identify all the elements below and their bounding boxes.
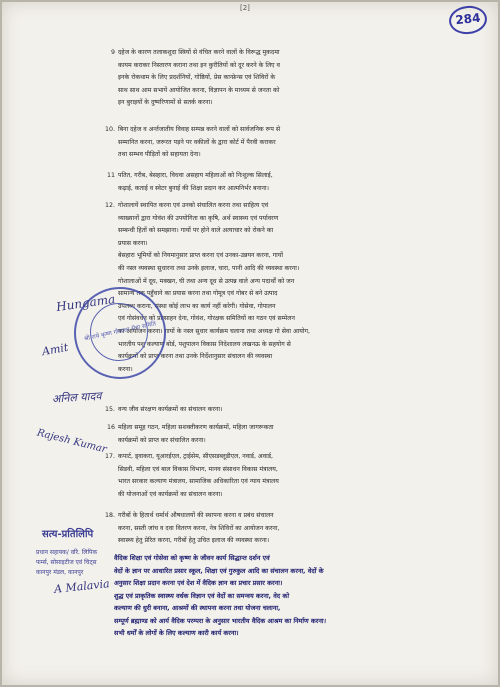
signature: A Malavia bbox=[53, 577, 111, 596]
footer-line: सम्पूर्ण ब्रह्माण्ड को आर्य वैदिक परम्परा के अनुसार भारतीय वैदिक आश्रम का निर्माण करना। bbox=[113, 616, 327, 625]
signature: Hungama bbox=[55, 291, 116, 315]
footer-line: अनुसार शिक्षा प्रदान करना एवं देश में वैदिक ज्ञान का प्रचार प्रसार करना। bbox=[113, 579, 283, 587]
item-line: पतित, गरीब, बेसहारा, विधवा असहाय महिलाओं को निःशुल्क सिलाई, bbox=[118, 172, 273, 179]
seal-text: श्री राधे कृष्ण गौशाला सेवा समिति bbox=[83, 320, 157, 343]
item-number: 17. bbox=[104, 453, 115, 460]
list-item bbox=[104, 124, 470, 162]
item-line: उपलब्ध कराना, संस्था कोई लाभ का कार्य नहीं करेगी। गोसेवा, गोपालन bbox=[118, 302, 276, 310]
item-line: दहेज के कारण तलाकशुदा स्त्रियों से वंचित करने वालों के विरूद्ध मुकदमा bbox=[118, 49, 280, 56]
item-line: की नस्ल व्यवस्था सुधारना तथा उनके इलाज, चारा, पानी आदि की व्यवस्था करना। bbox=[118, 264, 300, 272]
item-line: कार्यक्रमों को प्राप्त करना तथा उनके निर्देशानुसार संचालन की व्यवस्था bbox=[118, 353, 273, 361]
list-item bbox=[110, 47, 470, 110]
list-item bbox=[104, 510, 470, 548]
attestation-stamp-line: प्रधान सहायक/ वरि. लिपिक bbox=[36, 549, 98, 556]
item-line: गरीबों के हितार्थ धर्मार्थ औषधालयों की स्थापना करना व प्रबंध संचालन bbox=[118, 512, 274, 519]
item-line: कायम कराकर निस्तारण कराना तथा इन कुरीतियों को दूर करने के लिए व bbox=[118, 61, 280, 69]
item-line: भारतीय पशु कल्याण बोर्ड, पशुपालन विकास निदेशालय लखनऊ के सहयोग से bbox=[118, 340, 291, 348]
footer-line: वेदों के ज्ञान पर आधारित प्रसार स्कूल, शिक्षा एवं गुरुकुल आदि का संचालन करना, वेदों के bbox=[113, 566, 324, 575]
item-line: तथा सम्भव पीड़ितों को सहायता देना। bbox=[118, 151, 201, 159]
footer-text bbox=[114, 552, 484, 640]
item-line: इनके रोकथाम के लिए प्रदर्शनियों, गोष्ठियों, प्रेस कान्फ्रेन्स एवं शिविरों के bbox=[118, 74, 276, 82]
item-line: इन बुराइयों के दुष्परिणामों से सतर्क करना। bbox=[118, 99, 213, 107]
item-line: सम्बन्धी हितों को समझाना। गायों पर होने वाले अत्याचार को रोकने का bbox=[118, 227, 274, 235]
item-line: सिडवी, महिला एवं बाल विकास विभाग, मानव संसाधन विकास मंत्रालय, bbox=[118, 465, 278, 473]
item-line: साथ साथ आम सभायें आयोजित करना, विज्ञापन के माध्यम से जनता को bbox=[118, 86, 280, 94]
signature: Amit bbox=[41, 340, 70, 359]
list-item bbox=[104, 451, 470, 501]
item-number: 12. bbox=[104, 202, 115, 209]
item-number: 18. bbox=[104, 512, 115, 519]
item-line: एवं गोसंवर्धन को प्रोत्साहन देना, गोवंश, गोरक्षक समितियों का गठन एवं सम्मेलन bbox=[118, 315, 295, 323]
item-line: कार्यक्रमों को प्राप्त कर संचालित करना। bbox=[118, 436, 206, 444]
item-line: व्याख्यानों द्वारा गोवंश की उपयोगिता का कृषि, अर्थ स्वास्थ्य एवं पर्यावरण bbox=[118, 214, 279, 222]
list-item bbox=[104, 404, 470, 417]
list-item bbox=[106, 170, 470, 195]
item-line: सामान्य तक पहुँचाने का प्रयास करना तथा गोमूत्र एवं गोबर से बने उत्पाद bbox=[118, 290, 278, 298]
signature: अनिल यादव bbox=[51, 389, 102, 406]
footer-line: कल्याण की धुरी बनाना, आश्रमों की स्थापना करना तथा योजना चलाना, bbox=[113, 604, 281, 612]
item-line: भारत सरकार कल्याण मंत्रालय, सामाजिक अधिकारिता एवं न्याय मंत्रालय bbox=[118, 478, 279, 486]
item-number: 15. bbox=[104, 406, 115, 413]
item-line: स्वास्थ्य हेतु प्रेरित करना, गरीबों हेतु उचित इलाज की व्यवस्था करना। bbox=[118, 537, 270, 545]
item-line: कढ़ाई, कताई व स्वेटर बुनाई की शिक्षा प्रदान कर आत्मनिर्भर बनाना। bbox=[118, 184, 269, 192]
list-item bbox=[104, 200, 470, 376]
item-number: 9 bbox=[110, 49, 115, 56]
signature: Rajesh Kumar bbox=[35, 427, 108, 456]
top-mark: [2] bbox=[240, 4, 250, 12]
item-line: वन्य जीव संरक्षण कार्यक्रमों का संचालन करना। bbox=[118, 406, 223, 413]
item-line: का आयोजन करना। गायों के नस्ल सुधार कार्यक्रम चलाना तथा अध्यक्ष गो सेवा आयोग, bbox=[118, 327, 310, 335]
attestation-stamp-title: सत्य-प्रतिलिपि bbox=[42, 529, 94, 540]
item-number: 10. bbox=[104, 126, 115, 133]
item-line: सम्मानित करना, जरूरत पड़ने पर वकीलों के द्वारा कोर्ट में पैरवी कराकर bbox=[118, 138, 276, 146]
item-line: बेसहारा भूमियों को नियमानुसार प्राप्त करना एवं उनका-उन्नयन करना, गायों bbox=[118, 252, 283, 260]
item-number: 16 bbox=[106, 424, 115, 431]
footer-line: वैदिक शिक्षा एवं गोसेवा को कृष्ण के जीवन कार्य सिद्धान्त दर्शन एवं bbox=[113, 554, 270, 562]
attestation-stamp-line: फर्म्स, सोसाइटीज एवं चिट्स bbox=[36, 559, 97, 566]
item-line: गोशालायें स्थापित करना एवं उनको संचालित करना तथा साहित्य एवं bbox=[118, 202, 269, 209]
item-line: की योजनाओं एवं कार्यक्रमों का संचालन करना। bbox=[118, 490, 223, 498]
page-number-stamp: 284 bbox=[448, 4, 489, 36]
item-number: 11 bbox=[106, 172, 115, 179]
list-item bbox=[106, 422, 470, 447]
item-line: महिला समूह गठन, महिला सशक्तीकरण कार्यक्रमों, महिला जागरूकता bbox=[118, 424, 274, 431]
footer-line: शुद्ध एवं प्राकृतिक स्वास्थ्य वर्धक विज्ञान एवं वेदों का समन्वय करना, वेद को bbox=[113, 591, 290, 600]
attestation-stamp-line: कानपुर मंडल, कानपुर bbox=[36, 569, 84, 576]
item-line: गोशालाओं में दूध, मक्खन, घी तथा अन्य दूध से उत्पन्न वाले अन्य पदार्थों को जन bbox=[118, 277, 295, 285]
footer-line: सभी धर्मों के लोगों के लिए कल्याण कारी कार्य करना। bbox=[113, 629, 239, 637]
item-line: कपार्ट, ड्वाकरा, यूआरईएल, ट्राईसेम, सीएसडब्लूडीएल, नवार्ड, अवार्ड, bbox=[118, 453, 273, 460]
item-line: बिना दहेज व अर्न्तजातीय विवाह सम्पन्न करने वालों को सार्वजनिक रूप से bbox=[118, 126, 281, 133]
item-line: करना, सस्ती जांच व दवा वितरण करना, नेत्र शिविरों का आयोजन करना, bbox=[118, 524, 280, 532]
item-line: करना। bbox=[118, 365, 133, 373]
item-line: प्रयास करना। bbox=[118, 239, 148, 247]
document-page bbox=[2, 2, 498, 685]
